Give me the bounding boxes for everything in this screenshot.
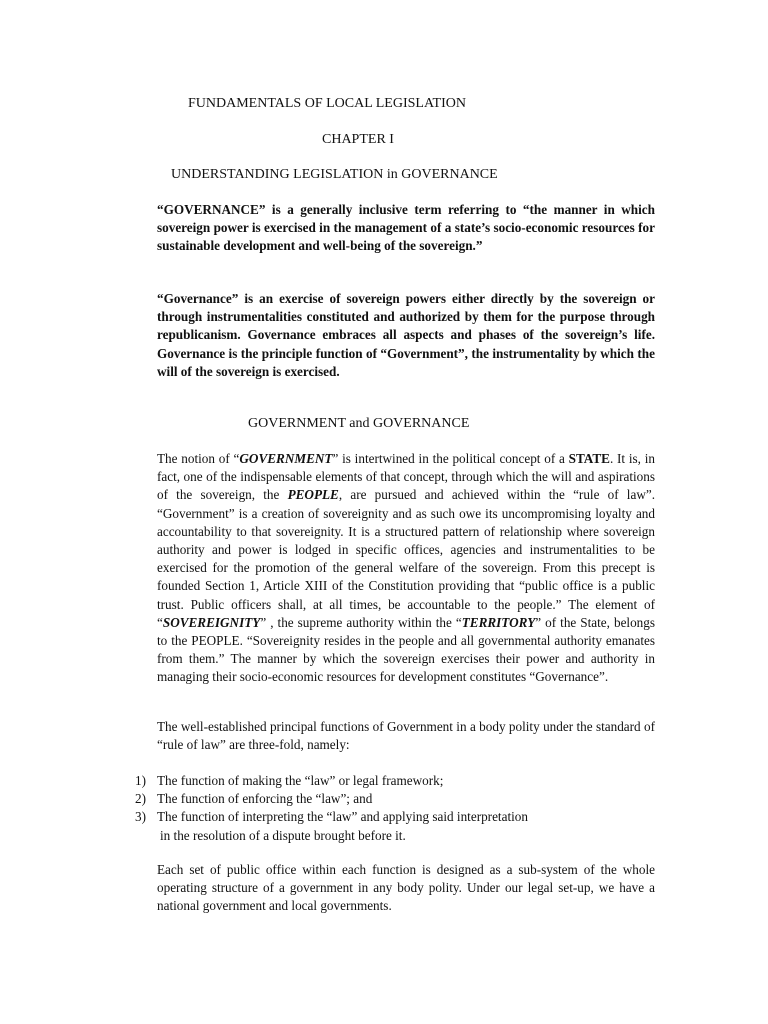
paragraph-governance-exercise: “Governance” is an exercise of sovereign powers either directly by the sovereign or through instrumentalities constituted and authorized by them for the purpose through republicanism. Governance embraces all aspects and phases of the sovereign’s life. Governance is the principle function of “Government”, the instrumentality by which the will of the sovereign is exercised. bbox=[157, 291, 655, 379]
term-people: PEOPLE bbox=[287, 487, 339, 503]
term-state: STATE bbox=[568, 451, 610, 466]
chapter-heading: CHAPTER I bbox=[322, 132, 394, 147]
paragraph-sub-system: Each set of public office within each function is designed as a sub-system of the whole operating structure of a government in any body polity. Under our legal set-up, we have a national government and local governments. bbox=[157, 862, 655, 914]
list-item: 1) The function of making the “law” or legal framework; bbox=[135, 773, 444, 788]
list-item: 2) The function of enforcing the “law”; and bbox=[135, 791, 373, 807]
term-territory: TERRITORY bbox=[461, 614, 536, 630]
paragraph-notion-of-government: The notion of “GOVERNMENT” is intertwined in the political concept of a STATE. It is, in fact, one of the indispensable elements of that concept, through which the will and aspirations of the sovereign, the PEOPLE, are pursued and achieved within the “rule of law”. “Government” is a creation of sovereignity and as such owe its uncompromising loyalty and accountability to that sovereignity. It is a structured pattern of relationship where sovereign authority and power is lodged in specific offices, agencies and instrumentalities to be exercised for the promotion of the general welfare of the sovereign. From this precept is founded Section 1, Article XIII of the Constitution providing that “public office is a public trust. Public officers shall, at all times, be accountable to the people.” The element of “SOVEREIGNITY” , the supreme authority within the “TERRITORY” of the State, belongs to the PEOPLE. “Sovereignity resides in the people and all governmental authority emanates from them.” The manner by which the sovereign exercises their power and authority in managing their socio-economic resources for development constitutes “Governance”. bbox=[157, 451, 656, 685]
paragraph-governance-definition: “GOVERNANCE” is a generally inclusive term referring to “the manner in which sovereign power is exercised in the management of a state’s socio-economic resources for sustainable development and well-being of the sovereign.” bbox=[157, 202, 655, 254]
term-government: GOVERNMENT bbox=[239, 451, 333, 466]
term-sovereignity: SOVEREIGNITY bbox=[162, 614, 261, 630]
paragraph-principal-functions: The well-established principal functions of Government in a body polity under the standard of “rule of law” are three-fold, namely: bbox=[157, 719, 655, 753]
list-item: 3) The function of interpreting the “law” and applying said interpretation in the resolution of a dispute brought before it. bbox=[135, 809, 528, 843]
document-title: FUNDAMENTALS OF LOCAL LEGISLATION bbox=[188, 96, 466, 111]
subheading-government-governance: GOVERNMENT and GOVERNANCE bbox=[248, 416, 470, 431]
functions-list bbox=[135, 772, 655, 845]
section-title: UNDERSTANDING LEGISLATION in GOVERNANCE bbox=[171, 167, 498, 182]
